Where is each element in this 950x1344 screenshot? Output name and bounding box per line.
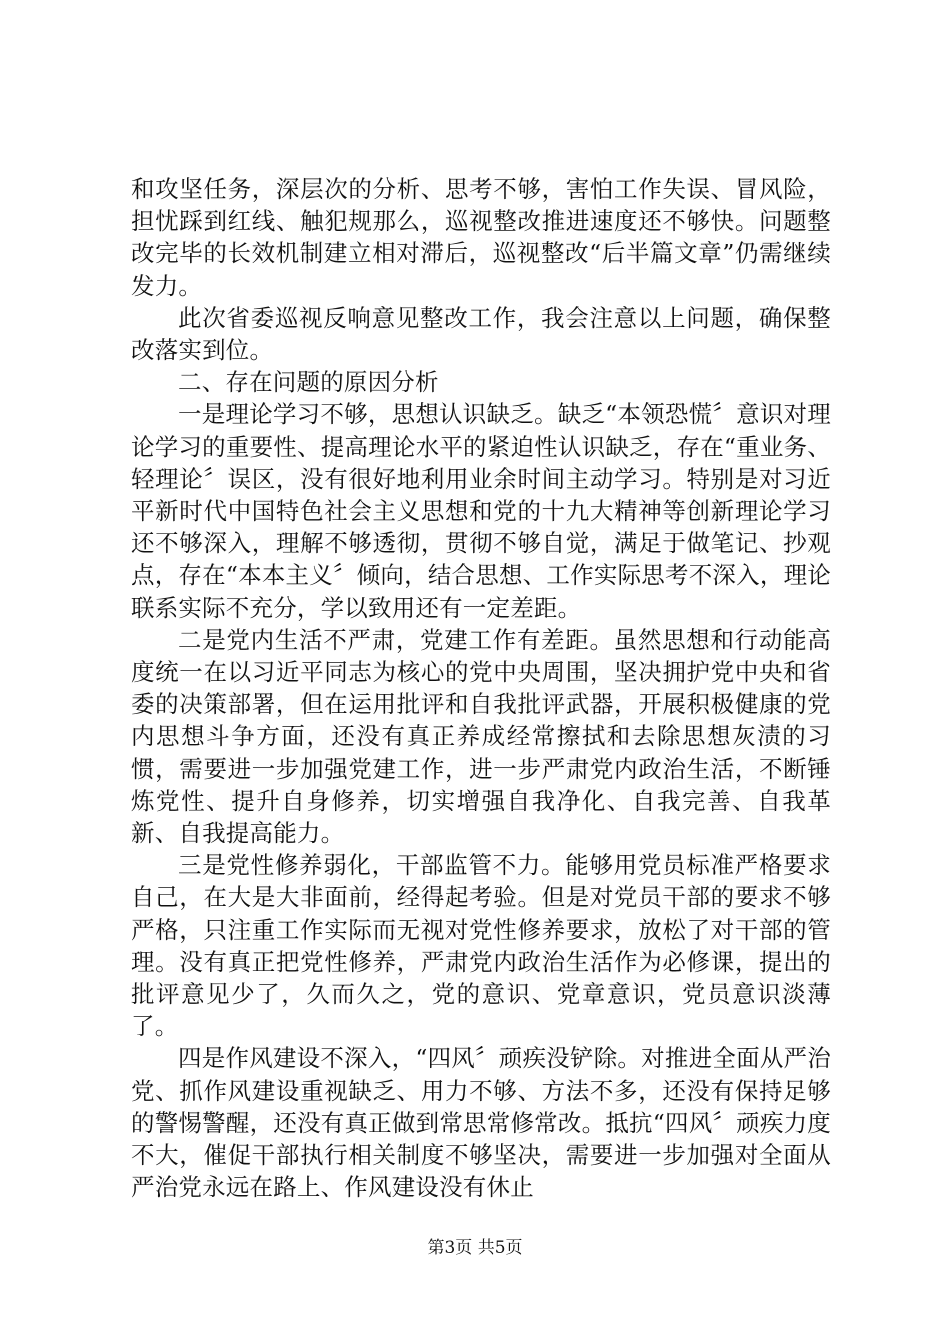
paragraph-rectification-note: 此次省委巡视反响意见整改工作，我会注意以上问题，确保整改落实到位。 xyxy=(131,303,831,365)
paragraph-work-style: 四是作风建设不深入，“四风〞顽疾没铲除。对推进全面从严治党、抓作风建设重视缺乏、用力不够、方法不多，还没有保持足够的警惕警醒，还没有真正做到常思常修常改。抵抗“四风〞顽疾力度不大，催促干部执行相关制度不够坚决，需要进一步加强对全面从严治党永远在路上、作风建设没有休止 xyxy=(131,1044,831,1202)
page-number-footer: 第3页 共5页 xyxy=(427,1238,523,1258)
paragraph-theory-study: 一是理论学习不够，思想认识缺乏。缺乏“本领恐慌〞意识对理论学习的重要性、提高理论水平的紧迫性认识缺乏，存在“重业务、轻理论〞误区，没有很好地利用业余时间主动学习。特别是对习近平新时代中国特色社会主义思想和党的十九大精神等创新理论学习还不够深入，理解不够透彻，贯彻不够自觉，满足于做笔记、抄观点，存在“本本主义〞倾向，结合思想、工作实际思考不深入，理论联系实际不充分，学以致用还有一定差距。 xyxy=(131,400,831,622)
paragraph-party-life: 二是党内生活不严肃，党建工作有差距。虽然思想和行动能高度统一在以习近平同志为核心的党中央周围，坚决拥护党中央和省委的决策部署，但在运用批评和自我批评武器，开展积极健康的党内思想斗争方面，还没有真正养成经常擦拭和去除思想灰渍的习惯，需要进一步加强党建工作，进一步严肃党内政治生活，不断锤炼党性、提升自身修养，切实增强自我净化、自我完善、自我革新、自我提高能力。 xyxy=(131,625,831,848)
document-body xyxy=(131,173,831,1204)
section-heading-cause-analysis: 二、存在问题的原因分析 xyxy=(178,368,439,397)
paragraph-continuation: 和攻坚任务，深层次的分析、思考不够，害怕工作失误、冒风险，担忧踩到红线、触犯规那么，巡视整改推进速度还不够快。问题整改完毕的长效机制建立相对滞后，巡视整改“后半篇文章”仍需继续发力。 xyxy=(131,175,831,300)
paragraph-party-spirit: 三是党性修养弱化，干部监管不力。能够用党员标准严格要求自己，在大是大非面前，经得起考验。但是对党员干部的要求不够严格，只注重工作实际而无视对党性修养要求，放松了对干部的管理。没有真正把党性修养，严肃党内政治生活作为必修课，提出的批评意见少了，久而久之，党的意识、党章意识，党员意识淡薄了。 xyxy=(131,851,831,1041)
